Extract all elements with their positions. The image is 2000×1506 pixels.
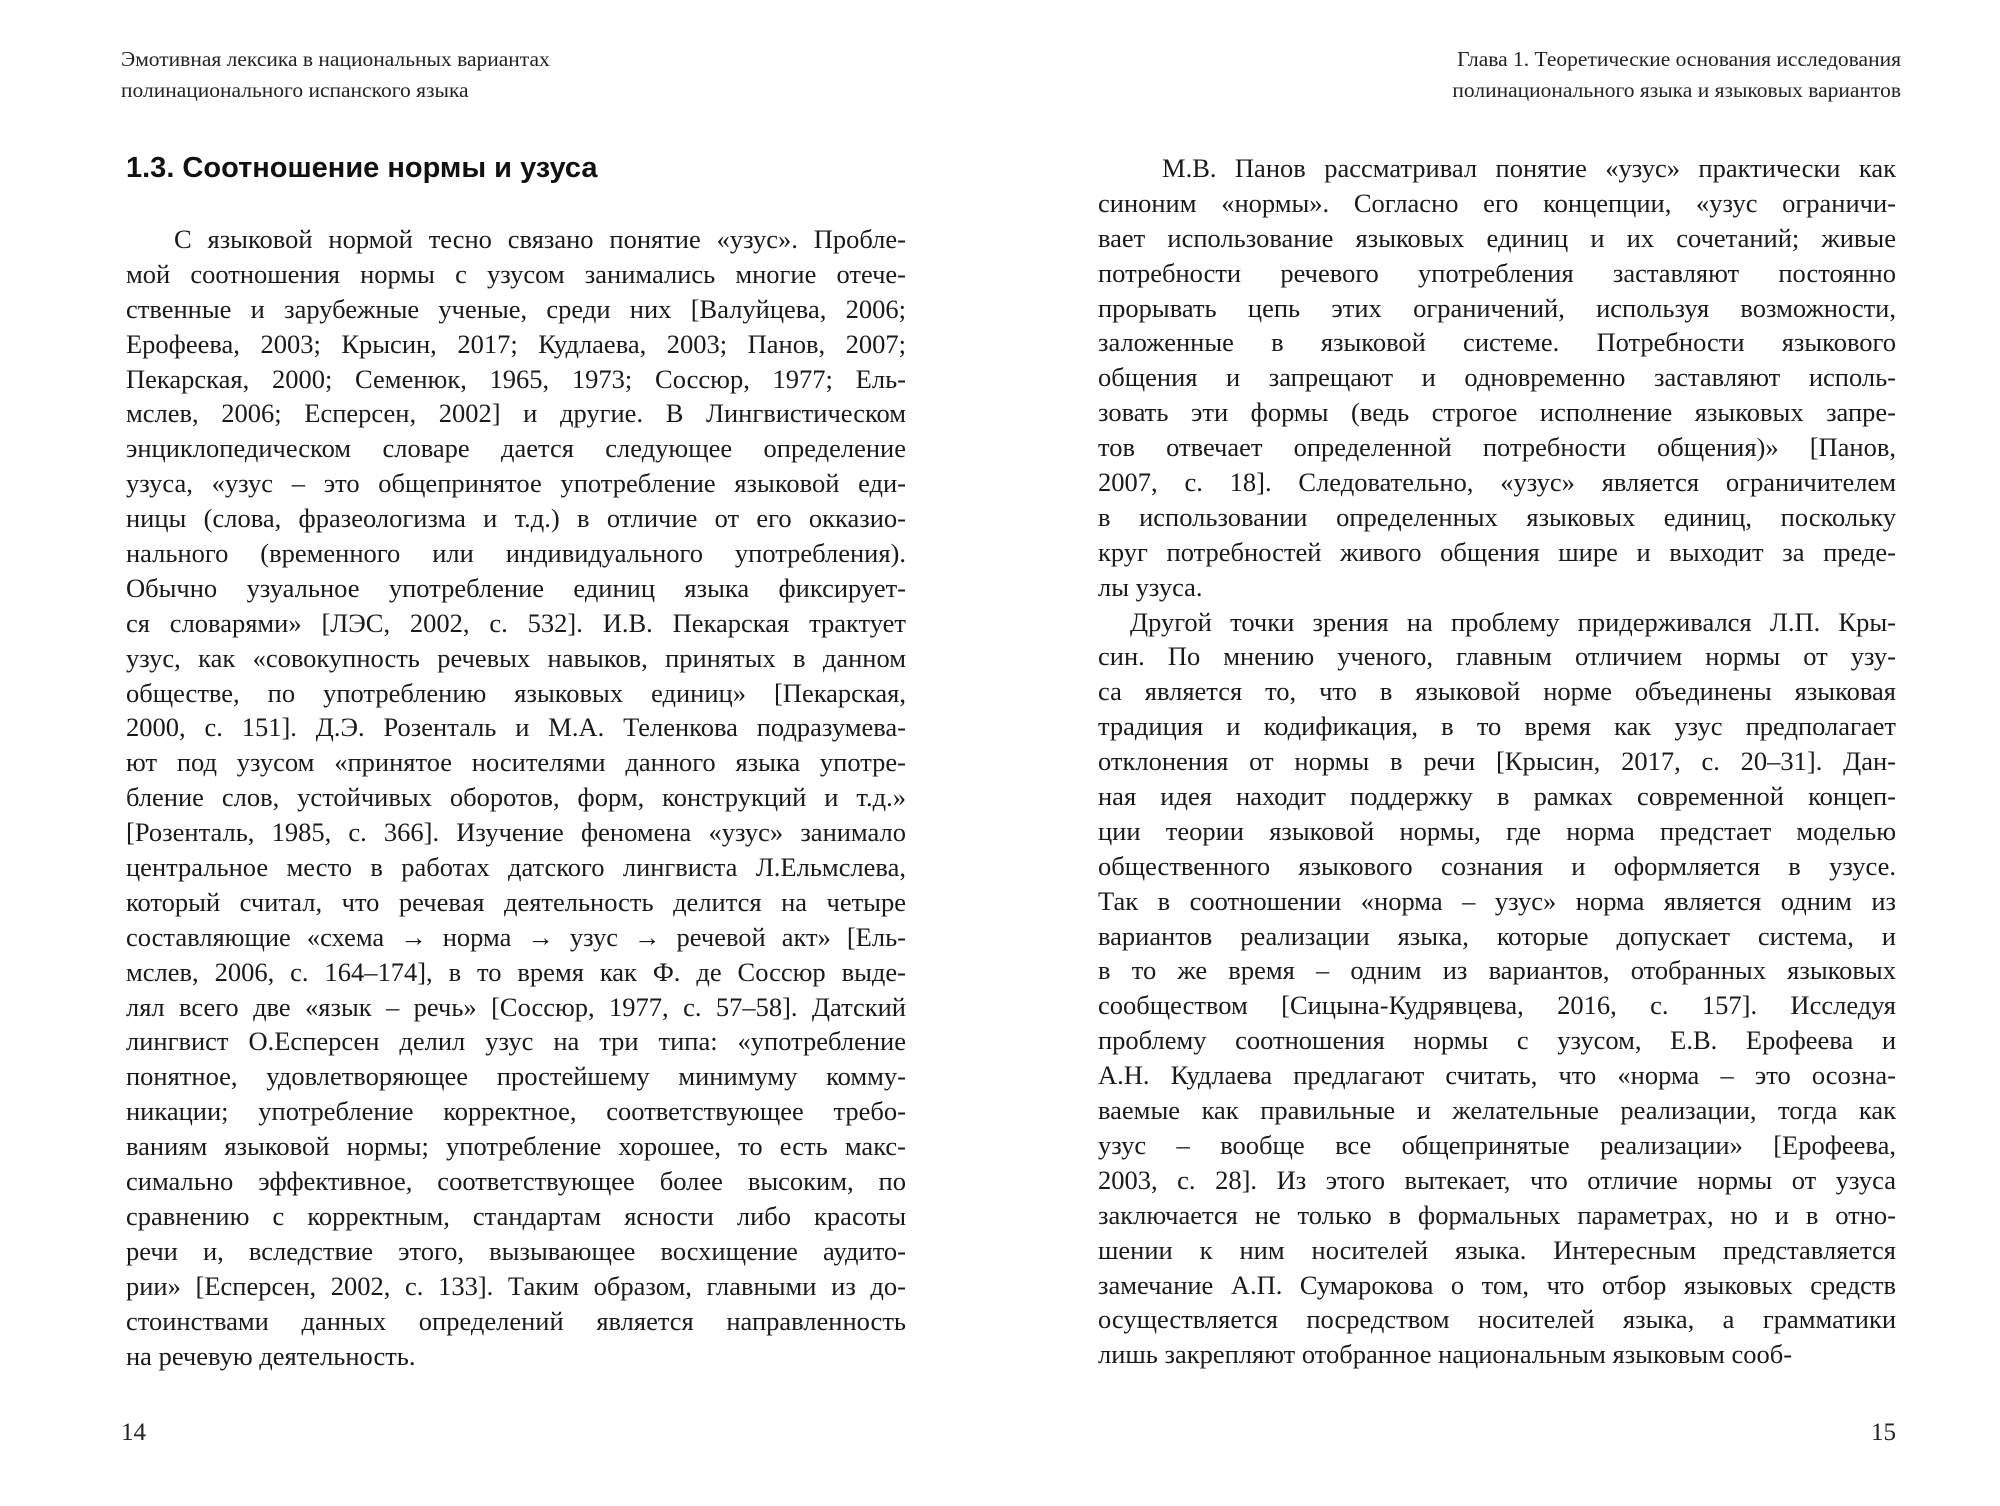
text-line: бление слов, устойчивых оборотов, форм, конструкций и т.д.»	[126, 782, 906, 813]
text-line: симально эффективное, соответствующее более высоким, по	[126, 1166, 906, 1197]
text-line: зовать эти формы (ведь строгое исполнение языковых запре-	[1098, 397, 1896, 428]
text-line: ваемые как правильные и желательные реализации, тогда как	[1098, 1095, 1896, 1126]
page-number-right: 15	[1871, 1419, 1896, 1446]
text-line: круг потребностей живого общения шире и выходит за преде-	[1098, 536, 1896, 567]
text-line: традиция и кодификация, в то время как узус предполагает	[1098, 711, 1896, 742]
text-line: в использовании определенных языковых единиц, поскольку	[1098, 501, 1896, 532]
text-line: 2007, с. 18]. Следовательно, «узус» является ограничителем	[1098, 467, 1896, 498]
text-line: ная идея находит поддержку в рамках современной концеп-	[1098, 781, 1896, 812]
text-line: мслев, 2006; Есперсен, 2002] и другие. В Лингвистическом	[126, 398, 906, 429]
running-head-left	[121, 44, 550, 106]
text-line: ции теории языковой нормы, где норма предстает моделью	[1098, 815, 1896, 846]
text-line: обществе, по употреблению языковых единиц» [Пекарская,	[126, 677, 906, 708]
text-line: понятное, удовлетворяющее простейшему минимуму комму-	[126, 1061, 906, 1092]
text-line: заключается не только в формальных параметрах, но и в отно-	[1098, 1199, 1896, 1230]
text-line: лишь закрепляют отобранное национальным языковым сооб-	[1098, 1339, 1793, 1370]
text-line: отклонения от нормы в речи [Крысин, 2017, с. 20–31]. Дан-	[1098, 746, 1896, 777]
text-line: сравнению с корректным, стандартам ясности либо красоты	[126, 1200, 906, 1231]
text-line: сообществом [Сицына-Кудрявцева, 2016, с. 157]. Исследуя	[1098, 990, 1896, 1021]
text-line: ют под узусом «принятое носителями данного языка употре-	[126, 747, 906, 778]
text-line: Другой точки зрения на проблему придерживался Л.П. Кры-	[1130, 606, 1896, 637]
section-title: 1.3. Соотношение нормы и узуса	[126, 152, 598, 184]
page-number-left: 14	[121, 1419, 146, 1446]
text-line: рии» [Есперсен, 2002, с. 133]. Таким образом, главными из до-	[126, 1270, 906, 1301]
running-head-line: Эмотивная лексика в национальных вариантах	[121, 47, 550, 71]
text-line: лы узуса.	[1098, 571, 1203, 602]
text-line: узус – вообще все общепринятые реализации» [Ерофеева,	[1098, 1129, 1896, 1160]
text-line: стоинствами данных определений является направленность	[126, 1305, 906, 1336]
text-line: ся словарями» [ЛЭС, 2002, с. 532]. И.В. Пекарская трактует	[126, 607, 906, 638]
text-line: общественного языкового сознания и оформляется в узусе.	[1098, 850, 1896, 881]
text-line: замечание А.П. Сумарокова о том, что отбор языковых средств	[1098, 1269, 1896, 1300]
running-head-right	[1452, 44, 1901, 106]
text-line: ницы (слова, фразеологизма и т.д.) в отличие от его окказио-	[126, 503, 906, 534]
text-line: вает использование языковых единиц и их сочетаний; живые	[1098, 222, 1896, 253]
text-line: тов отвечает определенной потребности общения)» [Панов,	[1098, 432, 1896, 463]
text-line: лял всего две «язык – речь» [Соссюр, 1977, с. 57–58]. Датский	[126, 991, 906, 1022]
running-head-line: Глава 1. Теоретические основания исследования	[1457, 47, 1901, 71]
text-line: Пекарская, 2000; Семенюк, 1965, 1973; Соссюр, 1977; Ель-	[126, 363, 906, 394]
text-line: в то же время – одним из вариантов, отобранных языковых	[1098, 955, 1896, 986]
body-text-left	[126, 222, 906, 1373]
text-line: Ерофеева, 2003; Крысин, 2017; Кудлаева, 2003; Панов, 2007;	[126, 328, 906, 359]
text-line: С языковой нормой тесно связано понятие «узус». Пробле-	[174, 224, 906, 254]
text-line: прорывать цепь этих ограничений, используя возможности,	[1098, 292, 1896, 323]
text-line: Так в соотношении «норма – узус» норма является одним из	[1098, 885, 1896, 916]
text-line: который считал, что речевая деятельность делится на четыре	[126, 886, 906, 917]
text-line: энциклопедическом словаре дается следующее определение	[126, 433, 906, 464]
text-line: заложенные в языковой системе. Потребности языкового	[1098, 327, 1896, 358]
text-line: лингвист О.Есперсен делил узус на три типа: «употребление	[126, 1026, 906, 1057]
text-line: потребности речевого употребления заставляют постоянно	[1098, 257, 1896, 288]
text-line: ственные и зарубежные ученые, среди них [Валуйцева, 2006;	[126, 293, 906, 324]
text-line: М.В. Панов рассматривал понятие «узус» практически как	[1162, 153, 1896, 183]
body-text-right	[1098, 151, 1896, 1372]
text-line: никации; употребление корректное, соответствующее требо-	[126, 1096, 906, 1127]
text-line: осуществляется посредством носителей языка, а грамматики	[1098, 1304, 1896, 1335]
running-head-line: полинационального языка и языковых вариантов	[1452, 78, 1901, 102]
text-line: общения и запрещают и одновременно заставляют исполь-	[1098, 362, 1896, 393]
text-line: мслев, 2006, с. 164–174], в то время как Ф. де Соссюр выде-	[126, 956, 906, 987]
text-line: нального (временного или индивидуального употребления).	[126, 538, 906, 569]
text-line: речи и, вследствие этого, вызывающее восхищение аудито-	[126, 1235, 906, 1266]
right-page	[1000, 0, 2000, 1506]
text-line: синоним «нормы». Согласно его концепции, «узус ограничи-	[1098, 187, 1896, 218]
text-line: составляющие «схема → норма → узус → речевой акт» [Ель-	[126, 921, 906, 952]
text-line: ваниям языковой нормы; употребление хорошее, то есть макс-	[126, 1131, 906, 1162]
text-line: А.Н. Кудлаева предлагают считать, что «норма – это осозна-	[1098, 1060, 1896, 1091]
running-head-line: полинационального испанского языка	[121, 78, 469, 102]
text-line: узуса, «узус – это общепринятое употребление языковой еди-	[126, 468, 906, 499]
text-line: на речевую деятельность.	[126, 1340, 416, 1371]
text-line: проблему соотношения нормы с узусом, Е.В. Ерофеева и	[1098, 1025, 1896, 1056]
text-line: узус, как «совокупность речевых навыков, принятых в данном	[126, 642, 906, 673]
text-line: Обычно узуальное употребление единиц языка фиксирует-	[126, 572, 906, 603]
text-line: са является то, что в языковой норме объединены языковая	[1098, 676, 1896, 707]
text-line: центральное место в работах датского лингвиста Л.Ельмслева,	[126, 852, 906, 883]
text-line: шении к ним носителей языка. Интересным представляется	[1098, 1234, 1896, 1265]
text-line: 2000, с. 151]. Д.Э. Розенталь и М.А. Теленкова подразумева-	[126, 712, 906, 743]
text-line: 2003, с. 28]. Из этого вытекает, что отличие нормы от узуса	[1098, 1164, 1896, 1195]
text-line: син. По мнению ученого, главным отличием нормы от узу-	[1098, 641, 1896, 672]
text-line: мой соотношения нормы с узусом занимались многие отече-	[126, 258, 906, 289]
text-line: [Розенталь, 1985, с. 366]. Изучение феномена «узус» занимало	[126, 817, 906, 848]
text-line: вариантов реализации языка, которые допускает система, и	[1098, 920, 1896, 951]
